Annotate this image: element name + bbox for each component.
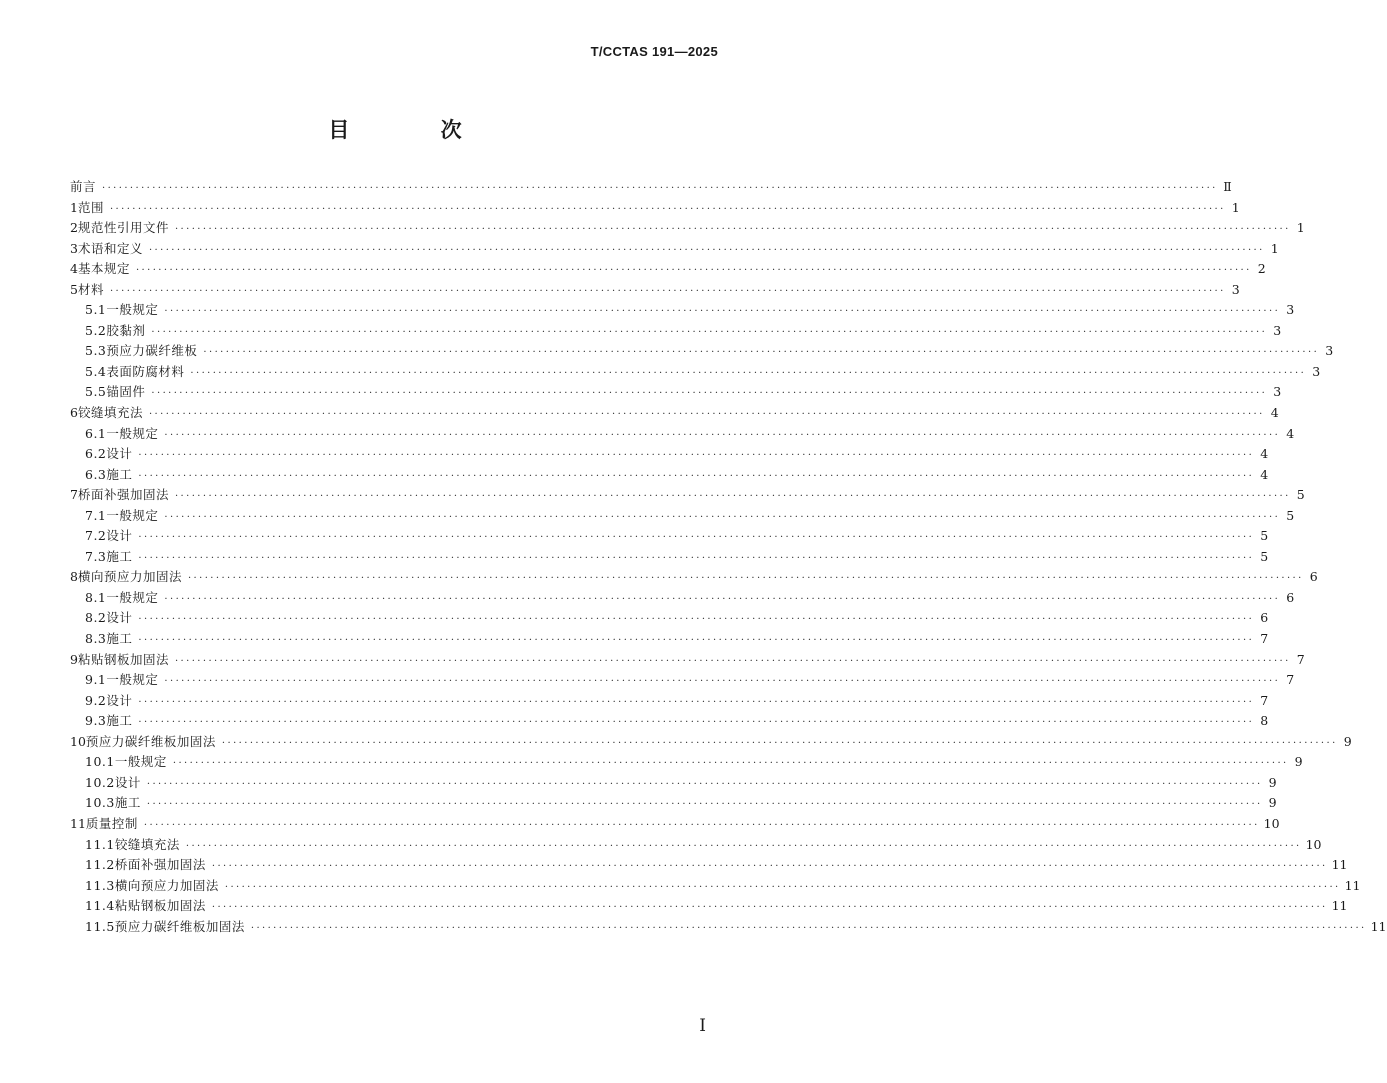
dot-leader: ········································································································································································································ (146, 799, 1263, 811)
toc-entry-number: 7.3 (85, 548, 107, 564)
toc-entry-page: 9 (1268, 774, 1277, 790)
toc-entry-number: 9 (70, 651, 78, 667)
toc-subentry[interactable] (70, 382, 1282, 403)
toc-subentry[interactable] (70, 300, 1295, 321)
dot-leader: ········································································································································································································ (203, 347, 1320, 359)
toc-entry-page: 4 (1286, 425, 1295, 441)
toc-entry-page: 5 (1260, 548, 1269, 564)
toc-entry-label: 设计 (106, 446, 133, 462)
dot-leader: ········································································································································································································ (224, 881, 1341, 893)
toc-entry-label: 预应力碳纤维板 (106, 343, 198, 359)
toc-entry-label: 一般规定 (106, 672, 159, 688)
toc-entry-page: 1 (1231, 199, 1240, 215)
dot-leader: ········································································································································································································ (172, 758, 1289, 770)
dot-leader: ········································································································································································································ (138, 532, 1255, 544)
toc-entry[interactable] (70, 650, 1305, 671)
toc-entry-page: 7 (1260, 631, 1269, 647)
toc-entry-label: 桥面补强加固法 (114, 857, 206, 873)
toc-entry-page: 5 (1296, 487, 1305, 503)
toc-entry-page: 9 (1294, 754, 1303, 770)
toc-entry-label: 施工 (114, 795, 141, 811)
toc-subentry[interactable] (70, 855, 1348, 876)
dot-leader: ········································································································································································································ (138, 552, 1255, 564)
dot-leader: ········································································································································································································ (138, 450, 1255, 462)
toc-entry-page: 6 (1286, 589, 1295, 605)
dot-leader: ········································································································································································································ (138, 614, 1255, 626)
toc-entry-label: 设计 (106, 610, 133, 626)
toc-entry-label: 设计 (106, 692, 133, 708)
toc-entry[interactable] (70, 814, 1280, 835)
toc-subentry[interactable] (70, 444, 1269, 465)
dot-leader: ········································································································································································································ (151, 388, 1268, 400)
dot-leader: ········································································································································································································ (211, 861, 1328, 873)
toc-entry-page: 8 (1260, 713, 1269, 729)
toc-entry[interactable] (70, 732, 1352, 753)
toc-entry-page: 4 (1270, 405, 1279, 421)
toc-entry-number: 10.2 (85, 774, 115, 790)
dot-leader: ········································································································································································································ (148, 409, 1265, 421)
page-number: I (699, 1016, 706, 1036)
toc-subentry[interactable] (70, 793, 1277, 814)
toc-entry[interactable] (70, 403, 1279, 424)
toc-subentry[interactable] (70, 691, 1269, 712)
dot-leader: ········································································································································································································ (221, 737, 1338, 749)
toc-entry-label: 胶黏剂 (106, 322, 146, 338)
toc-entry-page: 1 (1296, 220, 1305, 236)
dot-leader: ········································································································································································································ (164, 511, 1281, 523)
dot-leader: ········································································································································································································ (164, 676, 1281, 688)
toc-entry-number: 5 (70, 281, 78, 297)
toc-entry-number: 10.1 (85, 754, 115, 770)
dot-leader: ········································································································································································································ (138, 717, 1255, 729)
toc-entry[interactable] (70, 485, 1305, 506)
toc-entry-label: 基本规定 (77, 261, 130, 277)
toc-entry-label: 术语和定义 (77, 240, 143, 256)
dot-leader: ········································································································································································································ (185, 840, 1302, 852)
toc-entry-page: 4 (1260, 446, 1269, 462)
toc-entry[interactable] (70, 177, 1232, 198)
toc-entry[interactable] (70, 259, 1266, 280)
toc-entry-number: 4 (70, 261, 78, 277)
toc-entry-label: 材料 (77, 281, 104, 297)
toc-entry-label: 施工 (106, 466, 133, 482)
toc-entry-number: 6.2 (85, 446, 107, 462)
toc-entry-number: 6.3 (85, 466, 107, 482)
toc-entry[interactable] (70, 280, 1240, 301)
dot-leader: ········································································································································································································ (164, 593, 1281, 605)
toc-entry-number: 8.1 (85, 589, 107, 605)
toc-entry-number: 9.1 (85, 672, 107, 688)
toc-entry-number: 8.2 (85, 610, 107, 626)
toc-entry-number: 11.5 (85, 918, 115, 934)
page-title: 目 次 (328, 117, 504, 142)
dot-leader: ········································································································································································································ (174, 224, 1291, 236)
toc-entry-page: 11 (1344, 877, 1361, 893)
dot-leader: ········································································································································································································ (143, 819, 1260, 831)
toc-entry-number: 3 (70, 240, 78, 256)
dot-leader: ········································································································································································································ (164, 429, 1281, 441)
toc-entry-number: 1 (70, 199, 78, 215)
toc-entry-number: 10.3 (85, 795, 115, 811)
toc-subentry[interactable] (70, 835, 1322, 856)
toc-entry-number: 5.4 (85, 363, 107, 379)
toc-entry-label: 施工 (106, 548, 133, 564)
standard-code: T/CCTAS 191—2025 (590, 44, 718, 59)
toc-entry-label: 范围 (77, 199, 104, 215)
toc-entry-label: 铰缝填充法 (114, 836, 180, 852)
toc-entry-label: 粘贴钢板加固法 (114, 898, 206, 914)
toc-subentry[interactable] (70, 321, 1282, 342)
toc-subentry[interactable] (70, 465, 1269, 486)
toc-entry-number: 8.3 (85, 631, 107, 647)
dot-leader: ········································································································································································································ (138, 635, 1255, 647)
dot-leader: ········································································································································································································ (109, 203, 1226, 215)
toc-entry-page: 2 (1257, 261, 1266, 277)
toc-subentry[interactable] (70, 917, 1387, 938)
toc-entry-number: 10 (70, 733, 86, 749)
toc-entry[interactable] (70, 567, 1318, 588)
toc-subentry[interactable] (70, 896, 1348, 917)
toc-subentry[interactable] (70, 547, 1269, 568)
toc-entry-label: 一般规定 (106, 425, 159, 441)
toc-entry-page: 1 (1270, 240, 1279, 256)
dot-leader: ········································································································································································································ (211, 902, 1328, 914)
toc-entry-number: 6.1 (85, 425, 107, 441)
dot-leader: ········································································································································································································ (135, 265, 1252, 277)
toc-entry-page: 5 (1260, 528, 1269, 544)
toc-entry-number: 2 (70, 220, 78, 236)
toc-entry-page: 3 (1231, 281, 1240, 297)
dot-leader: ········································································································································································································ (164, 306, 1281, 318)
toc-subentry[interactable] (70, 670, 1295, 691)
toc-entry-page: 11 (1331, 857, 1348, 873)
toc-entry-page: Ⅱ (1223, 179, 1232, 194)
toc-subentry[interactable] (70, 341, 1334, 362)
toc-entry-label: 锚固件 (106, 384, 146, 400)
toc-subentry[interactable] (70, 629, 1269, 650)
toc-entry-label: 设计 (114, 774, 141, 790)
toc-entry-label: 预应力碳纤维板加固法 (114, 918, 245, 934)
toc-entry-page: 10 (1263, 815, 1280, 831)
toc-entry-page: 9 (1343, 733, 1352, 749)
toc-entry-page: 9 (1268, 795, 1277, 811)
toc-entry-page: 11 (1331, 898, 1348, 914)
toc-entry[interactable] (70, 218, 1305, 239)
toc-entry-label: 规范性引用文件 (77, 220, 169, 236)
toc-entry-page: 10 (1305, 836, 1322, 852)
toc-entry-number: 11.2 (85, 857, 115, 873)
toc-entry-label: 一般规定 (106, 302, 159, 318)
toc-entry-label: 粘贴钢板加固法 (77, 651, 169, 667)
toc-entry-label: 一般规定 (106, 507, 159, 523)
toc-entry-number: 7.2 (85, 528, 107, 544)
dot-leader: ········································································································································································································ (148, 244, 1265, 256)
toc-entry-page: 6 (1309, 569, 1318, 585)
toc-entry-page: 4 (1260, 466, 1269, 482)
toc-entry-page: 3 (1273, 322, 1282, 338)
table-of-contents (70, 177, 1387, 937)
toc-entry-number: 6 (70, 405, 78, 421)
dot-leader: ········································································································································································································ (109, 285, 1226, 297)
dot-leader: ········································································································································································································ (138, 696, 1255, 708)
toc-entry-page: 7 (1260, 692, 1269, 708)
toc-entry-label: 前言 (70, 179, 97, 194)
toc-entry-label: 横向预应力加固法 (114, 877, 219, 893)
dot-leader: ········································································································································································································ (187, 573, 1304, 585)
toc-entry-label: 桥面补强加固法 (77, 487, 169, 503)
toc-entry-number: 5.3 (85, 343, 107, 359)
toc-entry-label: 施工 (106, 631, 133, 647)
toc-subentry[interactable] (70, 424, 1295, 445)
dot-leader: ········································································································································································································ (146, 778, 1263, 790)
toc-entry-page: 7 (1296, 651, 1305, 667)
toc-entry-number: 11.4 (85, 898, 115, 914)
toc-entry-label: 横向预应力加固法 (77, 569, 182, 585)
dot-leader: ········································································································································································································ (174, 491, 1291, 503)
toc-entry-page: 3 (1312, 363, 1321, 379)
toc-entry-label: 施工 (106, 713, 133, 729)
toc-subentry[interactable] (70, 608, 1269, 629)
toc-entry-label: 一般规定 (106, 589, 159, 605)
toc-entry-number: 8 (70, 569, 78, 585)
dot-leader: ········································································································································································································ (174, 655, 1291, 667)
toc-entry-label: 质量控制 (85, 815, 138, 831)
toc-subentry[interactable] (70, 752, 1303, 773)
toc-entry-label: 设计 (106, 528, 133, 544)
toc-entry-page: 6 (1260, 610, 1269, 626)
toc-entry-label: 铰缝填充法 (77, 405, 143, 421)
toc-entry-number: 5.2 (85, 322, 107, 338)
toc-subentry[interactable] (70, 506, 1295, 527)
toc-subentry[interactable] (70, 773, 1277, 794)
toc-entry[interactable] (70, 198, 1240, 219)
dot-leader: ········································································································································································································ (190, 367, 1307, 379)
toc-entry-number: 9.2 (85, 692, 107, 708)
dot-leader: ········································································································································································································ (151, 326, 1268, 338)
toc-entry-number: 11 (70, 815, 86, 831)
dot-leader: ········································································································································································································ (138, 470, 1255, 482)
toc-entry[interactable] (70, 239, 1279, 260)
toc-entry-number: 5.1 (85, 302, 107, 318)
dot-leader: ········································································································································································································ (250, 922, 1367, 934)
toc-entry-page: 11 (1370, 918, 1387, 934)
toc-subentry[interactable] (70, 876, 1361, 897)
toc-entry-number: 5.5 (85, 384, 107, 400)
toc-entry-page: 5 (1286, 507, 1295, 523)
toc-entry-page: 7 (1286, 672, 1295, 688)
toc-entry-page: 3 (1286, 302, 1295, 318)
toc-entry-number: 9.3 (85, 713, 107, 729)
toc-entry-page: 3 (1273, 384, 1282, 400)
toc-subentry[interactable] (70, 362, 1321, 383)
toc-subentry[interactable] (70, 588, 1295, 609)
toc-subentry[interactable] (70, 711, 1269, 732)
toc-entry-number: 11.3 (85, 877, 115, 893)
toc-entry-label: 一般规定 (114, 754, 167, 770)
toc-entry-number: 7 (70, 487, 78, 503)
toc-entry-number: 11.1 (85, 836, 115, 852)
toc-subentry[interactable] (70, 526, 1269, 547)
toc-entry-label: 表面防腐材料 (106, 363, 185, 379)
toc-entry-number: 7.1 (85, 507, 107, 523)
toc-entry-page: 3 (1325, 343, 1334, 359)
toc-entry-label: 预应力碳纤维板加固法 (85, 733, 216, 749)
dot-leader: ········································································································································································································ (102, 183, 1218, 194)
